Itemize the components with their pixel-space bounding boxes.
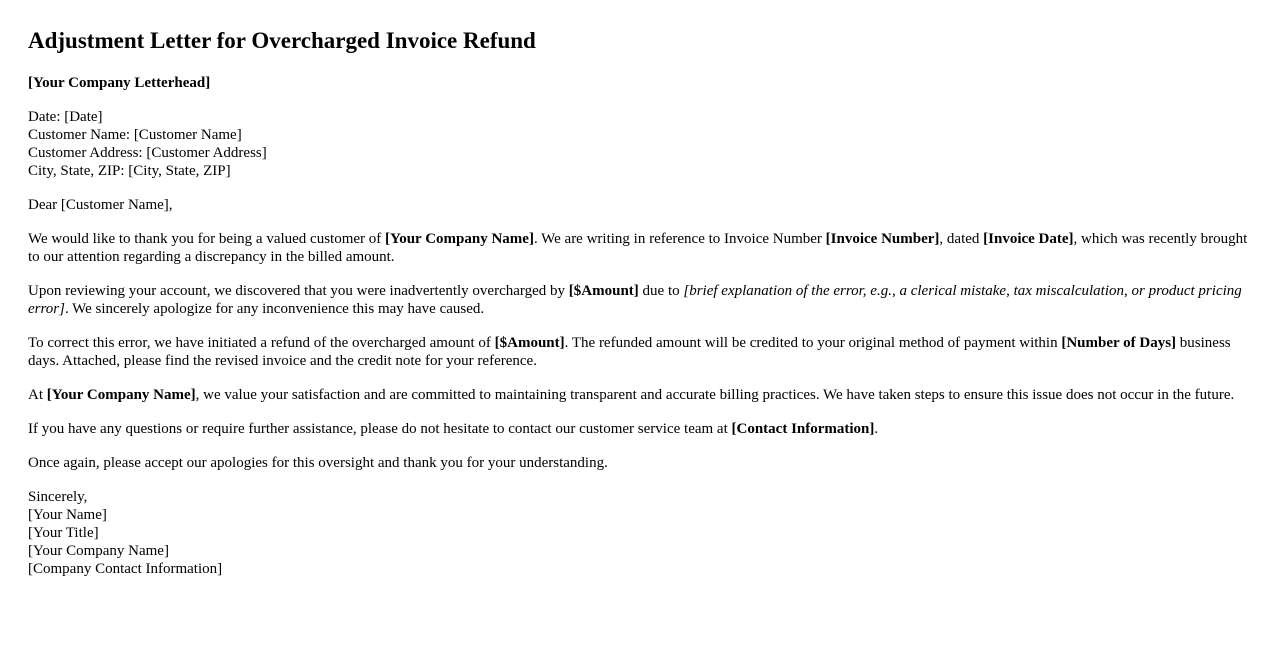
number-of-days-placeholder: [Number of Days] <box>1061 335 1177 351</box>
text: . The refunded amount will be credited to your original method of payment within <box>564 335 1062 351</box>
text: If you have any questions or require further assistance, please do not hesitate to contact our customer service team at <box>28 421 732 437</box>
signer-company: [Your Company Name] <box>28 543 169 559</box>
signer-name: [Your Name] <box>28 507 107 523</box>
amount-placeholder: [$Amount] <box>494 335 565 351</box>
paragraph-contact <box>28 420 1250 438</box>
text: , dated <box>939 231 984 247</box>
error-explanation-placeholder: [brief explanation of the error, e.g., a clerical mistake, tax miscalculation, or product pricing error] <box>28 283 1242 317</box>
paragraph-thanks <box>28 230 1250 266</box>
invoice-date-placeholder: [Invoice Date] <box>983 231 1074 247</box>
text: . We sincerely apologize for any inconvenience this may have caused. <box>64 301 485 317</box>
contact-information-placeholder: [Contact Information] <box>731 421 875 437</box>
paragraph-overcharge <box>28 282 1250 318</box>
customer-name-line: Customer Name: [Customer Name] <box>28 127 242 143</box>
text: At <box>28 387 47 403</box>
text: We would like to thank you for being a valued customer of <box>28 231 386 247</box>
paragraph-apology: Once again, please accept our apologies for this oversight and thank you for your understanding. <box>28 455 608 471</box>
company-name-placeholder: [Your Company Name] <box>46 387 196 403</box>
invoice-number-placeholder: [Invoice Number] <box>825 231 940 247</box>
paragraph-refund <box>28 334 1250 370</box>
paragraph-commitment <box>28 386 1250 404</box>
company-name-placeholder: [Your Company Name] <box>385 231 534 247</box>
text: due to <box>638 283 684 299</box>
text: Upon reviewing your account, we discovered that you were inadvertently overcharged by <box>28 283 569 299</box>
text: , we value your satisfaction and are committed to maintaining transparent and accurate billing practices. We have taken steps to ensure this issue does not occur in the future. <box>195 387 1235 403</box>
company-contact: [Company Contact Information] <box>28 561 223 577</box>
closing: Sincerely, <box>28 489 88 505</box>
salutation: Dear [Customer Name], <box>28 197 173 213</box>
customer-address-line: Customer Address: [Customer Address] <box>28 145 267 161</box>
recipient-block <box>28 108 1250 180</box>
city-state-zip-line: City, State, ZIP: [City, State, ZIP] <box>28 163 231 179</box>
text: . We are writing in reference to Invoice Number <box>533 231 826 247</box>
signature-block <box>28 488 1250 578</box>
amount-placeholder: [$Amount] <box>568 283 639 299</box>
letter-title: Adjustment Letter for Overcharged Invoice Refund <box>28 28 536 53</box>
letter-document <box>28 27 1250 594</box>
signer-title: [Your Title] <box>28 525 99 541</box>
text: , which was recently brought to our attention regarding a discrepancy in the billed amount. <box>28 231 1248 265</box>
text: . <box>874 421 879 437</box>
company-letterhead: [Your Company Letterhead] <box>28 75 211 91</box>
date-line: Date: [Date] <box>28 109 103 125</box>
text: To correct this error, we have initiated a refund of the overcharged amount of <box>28 335 495 351</box>
text: business days. Attached, please find the revised invoice and the credit note for your reference. <box>28 335 1231 369</box>
